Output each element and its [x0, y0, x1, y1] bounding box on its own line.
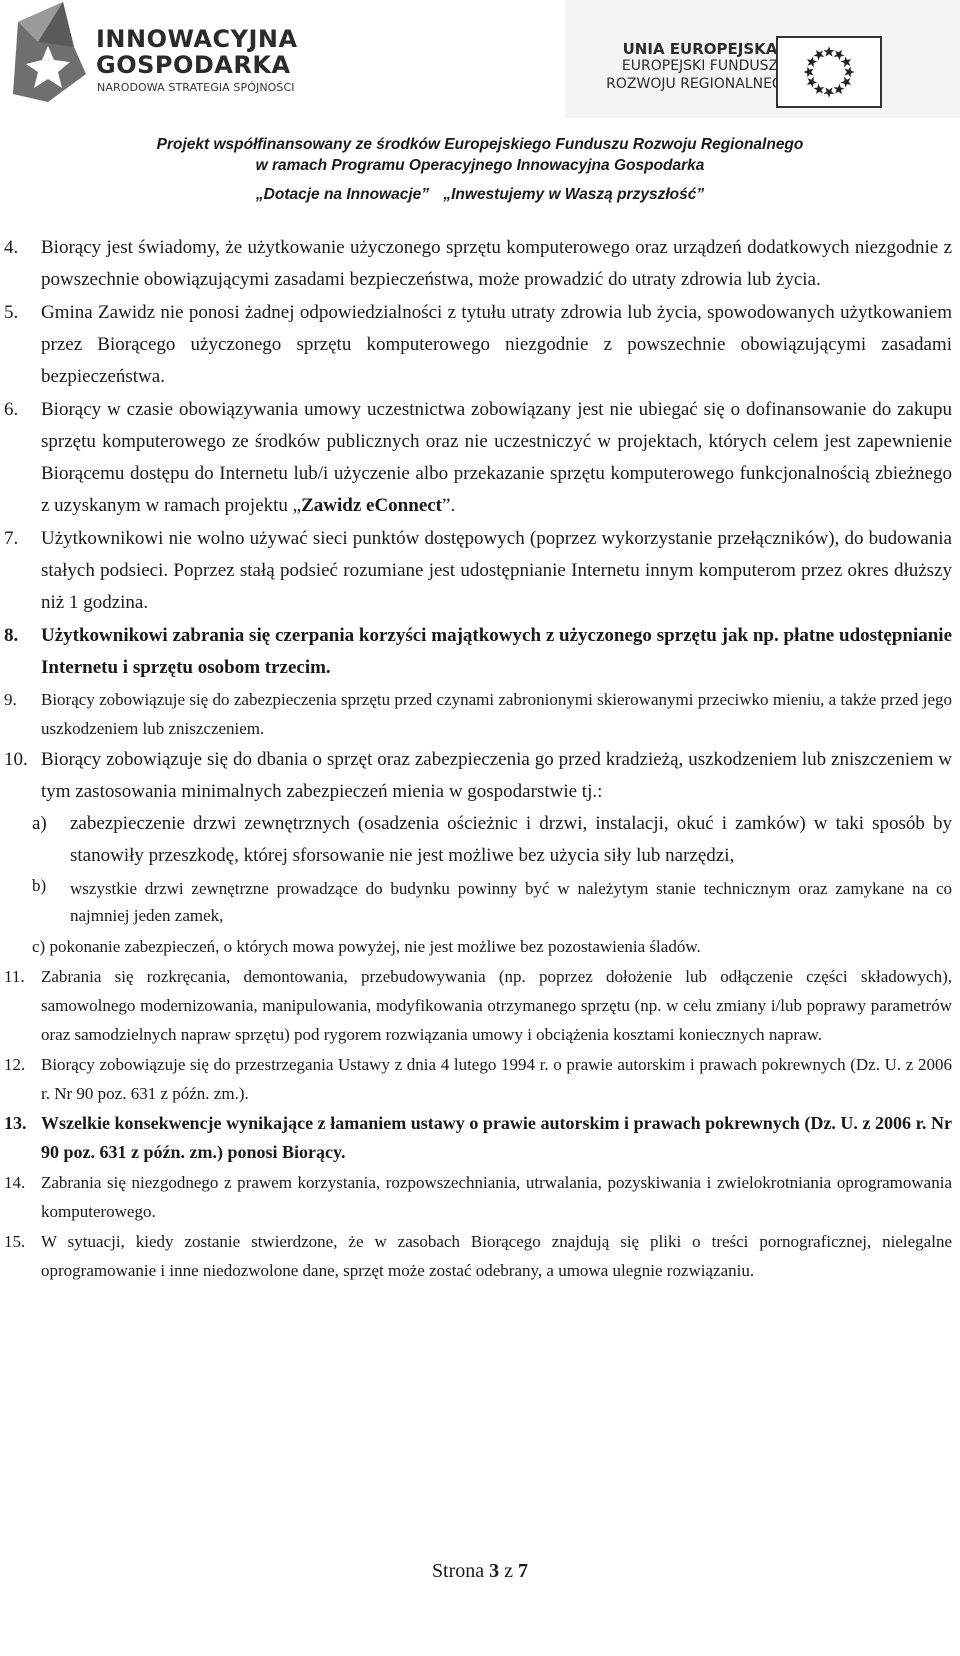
item-text: Wszelkie konsekwencje wynikające z łamaniem ustawy o prawie autorskim i prawach pokrewnych (Dz. U. z 2006 r. Nr 90 poz. 631 z późn. zm.) ponosi Biorący.: [41, 1113, 952, 1162]
item-text: Użytkownikowi zabrania się czerpania korzyści majątkowych z użyczonego sprzętu jak np. płatne udostępnianie Internetu i sprzętu osobom trzecim.: [41, 625, 952, 678]
list-item: [4, 523, 952, 619]
footer-prefix: Strona: [431, 1560, 485, 1582]
item-text: Zabrania się niezgodnego z prawem korzystania, rozpowszechniania, utrwalania, pozyskiwania i zwielokrotniania oprogramowania komputerowego.: [41, 1173, 952, 1221]
item-number: 15.: [4, 1232, 26, 1251]
page-total: 7: [518, 1560, 529, 1582]
list-item: [4, 394, 952, 522]
page-number: 3: [489, 1560, 500, 1582]
list-item: [4, 1227, 952, 1285]
list-item: [4, 232, 952, 296]
item-number: 11.: [4, 967, 25, 986]
item-text: W sytuacji, kiedy zostanie stwierdzone, że w zasobach Biorącego znajdują się pliki o treści pornograficznej, nielegalne oprogramowanie i inne niedozwolone dane, sprzęt może zostać odebrany, a umowa ulegnie rozwiązaniu.: [41, 1232, 952, 1280]
list-item: [4, 297, 952, 393]
project-line2: w ramach Programu Operacyjnego Innowacyjna Gospodarka: [255, 157, 705, 174]
project-line1: Projekt współfinansowany ze środków Europejskiego Funduszu Rozwoju Regionalnego: [156, 136, 804, 153]
document-body: [4, 232, 952, 1285]
item-text: Zabrania się rozkręcania, demontowania, przebudowywania (np. poprzez dołożenie lub odłączenie części składowych), samowolnego modernizowania, manipulowania, modyfikowania otrzymanego sprzętu (np. w celu zmiany i/lub poprawy parametrów oraz samodzielnych napraw sprzętu) pod rygorem rozwiązania umowy i obciążenia kosztami koniecznych napraw.: [41, 967, 952, 1044]
sub-item-text: zabezpieczenie drzwi zewnętrznych (osadzenia ościeżnic i drzwi, instalacji, okuć i zamków) w taki sposób by stanowiły przeszkodę, której sforsowanie nie jest możliwe bez użycia siły lub narzędzi,: [70, 813, 952, 866]
item-number: 9.: [4, 690, 17, 709]
item-number: 7.: [4, 528, 19, 549]
list-item: [4, 620, 952, 684]
slogan-1: „Dotacje na Innowacje”: [255, 186, 430, 203]
item-text: Biorący w czasie obowiązywania umowy uczestnictwa zobowiązany jest nie ubiegać się o dofinansowanie do zakupu sprzętu komputerowego ze środków publicznych oraz nie uczestniczyć w projektach, których celem jest zapewnienie Biorącemu dostępu do Internetu lub/i użyczenie albo przekazanie sprzętu komputerowego funkcjonalnością zbieżnego z uzyskanym w ramach projektu „: [41, 399, 952, 516]
item-text: Biorący jest świadomy, że użytkowanie użyczonego sprzętu komputerowego oraz urządzeń dodatkowych niezgodnie z powszechnie obowiązującymi zasadami bezpieczeństwa, może prowadzić do utraty zdrowia lub życia.: [41, 237, 952, 290]
sub-item-text: wszystkie drzwi zewnętrzne prowadzące do budynku powinny być w należytym stanie technicznym oraz zamykane na co najmniej jeden zamek,: [70, 879, 952, 925]
innowacyjna-gospodarka-mark-icon: [8, 2, 88, 102]
item-number: 10.: [4, 749, 28, 770]
list-item: [4, 1050, 952, 1108]
sub-list-item: [4, 932, 952, 962]
item-text: Biorący zobowiązuje się do przestrzegania Ustawy z dnia 4 lutego 1994 r. o prawie autorskim i prawach pokrewnych (Dz. U. z 2006 r. Nr 90 poz. 631 z późn. zm.).: [41, 1055, 952, 1103]
sub-list-item: [4, 808, 952, 872]
item-number: 8.: [4, 625, 19, 646]
sub-item-text: pokonanie zabezpieczeń, o których mowa powyżej, nie jest możliwe bez pozostawienia śladów.: [49, 937, 701, 956]
eu-flag-icon: [776, 36, 882, 108]
footer-separator: z: [504, 1560, 514, 1582]
list-item: [4, 685, 952, 743]
list-item: [4, 962, 952, 1049]
item-number: 12.: [4, 1055, 26, 1074]
item-text: Gmina Zawidz nie ponosi żadnej odpowiedzialności z tytułu utraty zdrowia lub życia, spowodowanych użytkowaniem przez Biorącego użyczonego sprzętu komputerowego niezgodnie z powszechnie obowiązującymi zasadami bezpieczeństwa.: [41, 302, 952, 387]
sub-item-letter: b): [32, 876, 47, 895]
item-text: Biorący zobowiązuje się do dbania o sprzęt oraz zabezpieczenia go przed kradzieżą, uszkodzeniem lub zniszczeniem w tym zastosowania minimalnych zabezpieczeń mienia w gospodarstwie tj.:: [41, 749, 952, 802]
list-item: [4, 744, 952, 808]
sub-item-letter: a): [32, 813, 47, 834]
project-name: Zawidz eConnect: [301, 495, 443, 516]
item-number: 5.: [4, 302, 19, 323]
page-footer: [0, 1560, 960, 1583]
eu-logo-line2: EUROPEJSKI FUNDUSZ: [621, 58, 779, 75]
item-number: 6.: [4, 399, 19, 420]
ig-logo-line2: GOSPODARKA: [96, 51, 291, 79]
item-number: 13.: [4, 1113, 27, 1133]
eu-logo-line1: UNIA EUROPEJSKA: [622, 40, 778, 58]
item-number: 4.: [4, 237, 19, 258]
list-item: [4, 1168, 952, 1226]
sub-list-item: [4, 872, 952, 932]
item-text: Użytkownikowi nie wolno używać sieci punktów dostępowych (poprzez wykorzystanie przełączników), do budowania stałych podsieci. Poprzez stałą podsieć rozumiane jest udostępnianie Internetu innym komputerom przez okres dłuższy niż 1 godzina.: [41, 528, 952, 613]
slogan-2: „Inwestujemy w Waszą przyszłość”: [443, 186, 705, 203]
sub-item-letter: c): [32, 937, 46, 956]
slogans: [0, 186, 960, 204]
item-number: 14.: [4, 1173, 26, 1192]
ig-logo-line1: INNOWACYJNA: [96, 25, 298, 53]
list-item: [4, 1109, 952, 1167]
eu-logo-line3: ROZWOJU REGIONALNEGO: [606, 75, 794, 92]
item-text: Biorący zobowiązuje się do zabezpieczenia sprzętu przed czynami zabronionymi skierowanymi przeciwko mieniu, a także przed jego uszkodzeniem lub zniszczeniem.: [41, 690, 952, 738]
item-text-end: ”.: [442, 495, 456, 516]
innowacyjna-gospodarka-logo: [8, 2, 318, 110]
ig-logo-line3: NARODOWA STRATEGIA SPÓJNOŚCI: [97, 81, 295, 94]
eu-logo-text: [600, 40, 800, 93]
